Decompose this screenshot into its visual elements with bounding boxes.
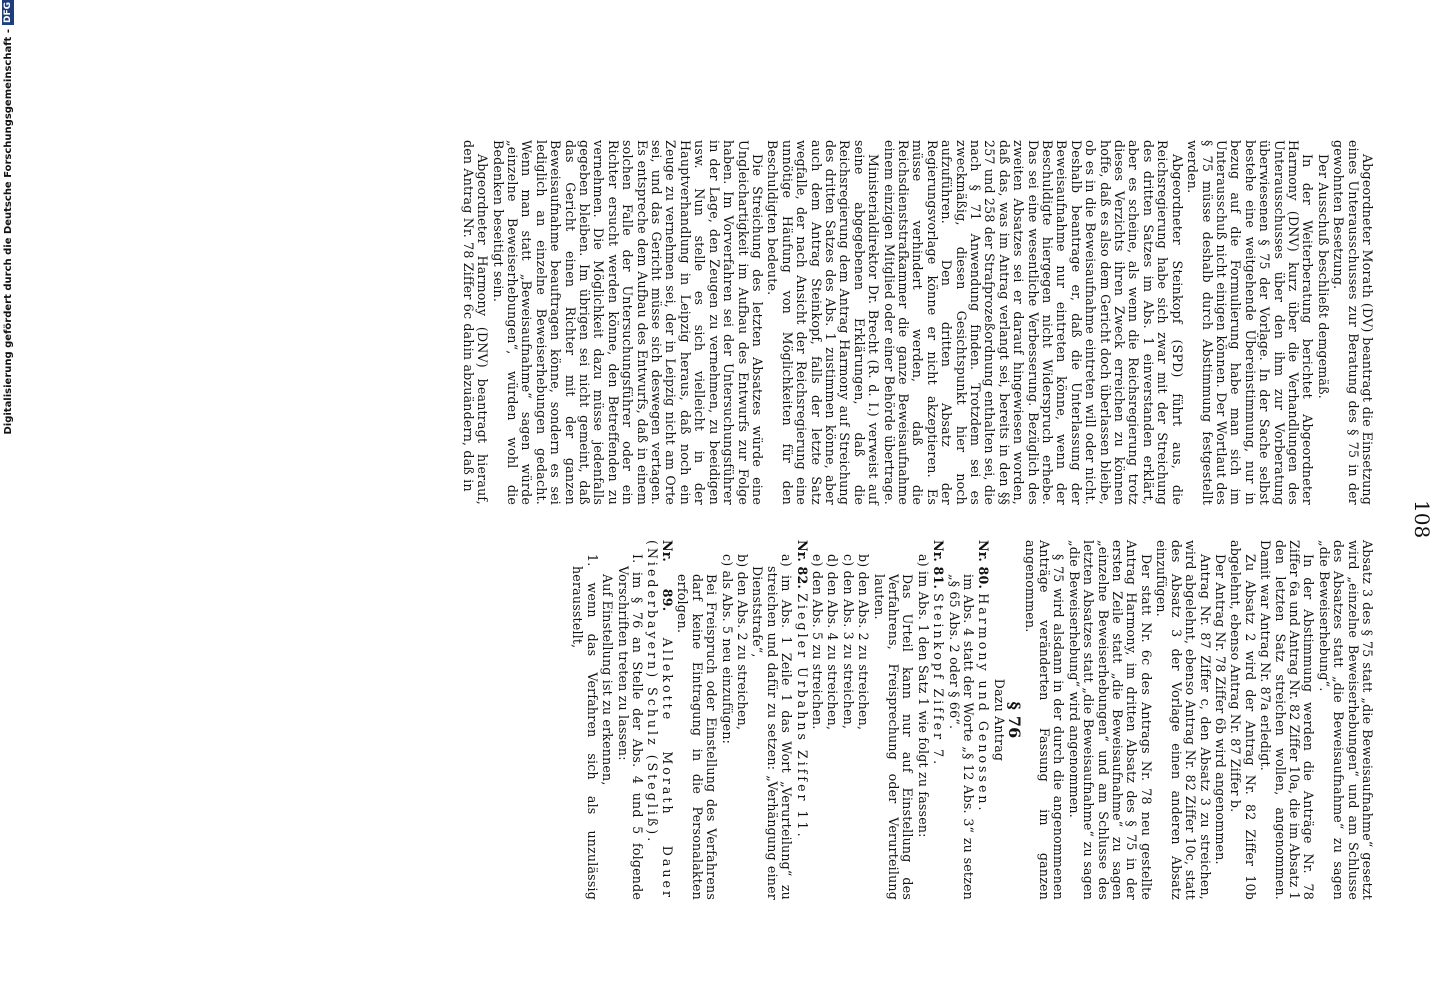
motion-heading xyxy=(976,540,990,900)
motion-line: I. im § 76 an Stelle der Abs. 4 und 5 folgende Vorschriften treten zu lassen: xyxy=(615,554,646,900)
footer-text-row xyxy=(0,0,16,1000)
motion-names: Steinkopf Ziffer 7. xyxy=(931,593,947,768)
paragraph: Antrag Nr. 87 Ziffer c, den Absatz 3 zu streichen, wird abgelehnt, ebenso Antrag Nr. 82 Ziffer 10c, statt des Absatz 3 der Vorlage einen anderen Absatz einzufügen. xyxy=(1154,540,1213,900)
motion-number: Nr. 82. xyxy=(794,540,810,590)
motion-names: Ziegler Urbahns Ziffer 11. xyxy=(794,593,810,840)
dazu-antrag: Dazu Antrag xyxy=(991,678,1007,762)
motion-line: im Abs. 4 statt der Worte „§ 12 Abs. 3“ zu setzen „§ 65 Abs. 2 oder § 66“. xyxy=(946,574,977,900)
dfg-logo: DFG xyxy=(3,2,13,24)
paragraph: Ministerialdirektor Dr. Brecht (R. d. I.) verweist auf seine abgegebenen Erklärungen, daß die Reichsregierung dem Antrag Harmony auf Streichung des dritten Satzes des Abs. 1 zustimmen könne, aber auch dem Antrag Steinkopf, falls der letzte Satz wegfalle, der nach Ansicht der Reichsregierung eine unnötige Häufung von Möglichkeiten für den Beschuldigten bedeute. xyxy=(765,140,882,505)
motion-line: e) den Abs. 5 zu streichen. xyxy=(809,554,825,730)
motion-names: Allekotte Morath Dauer (Niederbayern) Schulz (Stegliß). xyxy=(645,540,675,900)
page-number: 108 xyxy=(1410,500,1434,539)
paragraph: Die Streichung des letzten Absatzes würde eine Ungleichartigkeit im Aufbau des Entwurfs zur Folge haben. Im Vorverfahren sei der Untersuchungsführer in der Lage, den Zeugen zu vernehmen, zu beeidigen usw. Nun stelle es sich vielleicht in der Hauptverhandlung in Leipzig heraus, daß noch ein Zeuge zu vernehmen sei, der in Leipzig nicht am Orte sei, und das Gericht müsse sich deswegen vertagen. Es entspreche dem Aufbau des Entwurfs, daß in einem solchen Falle der Untersuchungsführer oder ein Richter ersucht werden könne, den Betreffenden zu vernehmen. Die Möglichkeit dazu müsse jedenfalls gegeben bleiben. Im übrigen sei nicht gemeint, daß das Gericht einen Richter mit der ganzen Beweisaufnahme beauftragen könne, sondern es sei lediglich an einzelne Beweiserhebungen gedacht. Wenn man statt „Beweisaufnahme“ sagen würde „einzelne Beweiserhebungen“, würden wohl die Bedenken beseitigt sein. xyxy=(490,140,765,505)
motion-heading xyxy=(931,540,945,900)
footer-strip xyxy=(0,0,16,1000)
motion-line: a) im Abs. 1 den Satz 1 wie folgt zu fassen: xyxy=(915,554,931,838)
left-column xyxy=(459,140,1374,505)
motion-line: d) den Abs. 4 zu streichen, xyxy=(825,554,841,731)
section-title: § 76 xyxy=(1005,701,1025,739)
paragraph: Absatz 3 des § 75 statt „die Beweisaufnahme“ gesetzt wird „einzelne Beweiserhebungen“ und am Schlusse des Absatzes statt „die Beweisaufnahme“ zu sagen „die Beweiserhebung“. xyxy=(1316,540,1375,900)
paragraph: In der Abstimmung werden die Anträge Nr. 78 Ziffer 6a und Antrag Nr. 82 Ziffer 10a, die im Absatz 1 den letzten Satz streichen wollen, angenommen. Damit war Antrag Nr. 87a erledigt. xyxy=(1258,540,1317,900)
motion-line: Das Urteil kann nur auf Einstellung des Verfahrens, Freisprechung oder Verurteilung lauten. xyxy=(871,574,916,900)
motion-line: Auf Einstellung ist zu erkennen, xyxy=(600,574,616,786)
paragraph: Abgeordneter Steinkopf (SPD) führt aus, die Reichsregierung habe sich zwar mit der Streichung des dritten Satzes im Abs. 1 einverstanden erklärt, aber es scheine, als wenn die Reichsregierung trotz dieses Verzichts ihren Zweck erreichen zu können hoffe, daß es also dem Gericht doch überlassen bleibe, ob es in die Beweisaufnahme eintreten will oder nicht. Deshalb beantrage er, daß die Unterlassung der Beweisaufnahme nur eintreten könne, wenn der Beschuldigte hiergegen nicht Widerspruch erhebe. Das sei eine wesentliche Verbesserung. Bezüglich des zweiten Absatzes sei er darauf hingewiesen worden, daß das, was im Antrag verlangt sei, bereits in den §§ 257 und 258 der Strafprozeßordnung enthalten sei, die nach § 71 Anwendung finden. Trotzdem sei es zweckmäßig, diesen Gesichtspunkt hier noch aufzuführen. Den dritten Absatz der Regierungsvorlage könne er nicht akzeptieren. Es müsse verhindert werden, daß die Reichsdienststrafkammer die ganze Beweisaufnahme einem einzigen Mitglied oder einer Behörde übertrage. xyxy=(881,140,1185,506)
motion-line: c) den Abs. 3 zu streichen, xyxy=(840,554,856,730)
paragraph: Der Ausschuß beschließt demgemäß. xyxy=(1315,154,1331,399)
motion-line: a) im Abs. 1 Zeile 1 das Wort „Verurteilung“ zu streichen und dafür zu setzen: „Verhängung einer Dienststrafe“, xyxy=(750,554,795,900)
paragraph: In der Weiterberatung berichtet Abgeordneter Harmony (DNV) kurz über die Verhandlungen des Unterausschusses über den ihm zur Vorberatung überwiesenen § 75 der Vorlage. In der Sache selbst bestehe eine weitgehende Übereinstimmung, nur in bezug auf die Formulierung habe man sich im Unterausschuß nicht einigen können. Der Wortlaut des § 75 müsse deshalb durch Abstimmung festgestellt werden. xyxy=(1185,140,1316,505)
paragraph: Abgeordneter Harmony (DNV) beantragt hierauf, den Antrag Nr. 78 Ziffer 6c dahin abzuändern, daß in xyxy=(460,140,491,505)
motion-line: Bei Freispruch oder Einstellung des Verfahrens darf keine Eintragung in die Personalakten erfolgen. xyxy=(675,574,720,900)
motion-heading xyxy=(645,540,674,900)
motion-number: Nr. 89. xyxy=(659,540,675,612)
motion-line: b) den Abs. 2 zu streichen, xyxy=(856,554,872,731)
motion-number: Nr. 81. xyxy=(931,540,947,590)
motion-heading xyxy=(794,540,808,900)
paragraph: § 75 wird alsdann in der durch die angenommenen Anträge veränderten Fassung im ganzen angenommen. xyxy=(1022,540,1067,900)
motion-line: c) als Abs. 5 neu einzufügen: xyxy=(719,554,735,745)
right-column-top xyxy=(1022,540,1374,900)
paragraph: Zu Absatz 2 wird der Antrag Nr. 82 Ziffer 10b abgelehnt, ebenso Antrag Nr. 87 Ziffer b. xyxy=(1228,540,1258,900)
right-column xyxy=(569,540,1374,900)
motion-line: b) den Abs. 2 zu streichen, xyxy=(734,554,750,731)
motion-names: Harmony und Genossen. xyxy=(976,593,992,814)
footer-credit: Digitalisierung gefördert durch die Deutsche Forschungsgemeinschaft - xyxy=(2,29,14,435)
motions-list xyxy=(570,540,990,900)
paragraph: Der Antrag Nr. 78 Ziffer 6b wird angenommen. xyxy=(1212,554,1228,865)
motion-line: 1. wenn das Verfahren sich als unzulässig herausstellt, xyxy=(570,554,600,900)
motion-number: Nr. 80. xyxy=(976,540,992,590)
paragraph: Der statt Nr. 6c des Antrags Nr. 78 neu gestellte Antrag Harmony, im dritten Absatz des § 75 in der ersten Zeile statt „die Beweisaufnahme“ zu sagen „einzelne Beweiserhebungen“ und am Schlusse des letzten Absatzes statt „die Beweisaufnahme“ zu sagen „die Beweiserhebung“ wird angenommen. xyxy=(1066,540,1154,900)
paragraph: Abgeordneter Morath (DV) beantragt die Einsetzung eines Unterausschusses zur Beratung des § 75 in der gewohnten Besetzung. xyxy=(1331,140,1375,505)
